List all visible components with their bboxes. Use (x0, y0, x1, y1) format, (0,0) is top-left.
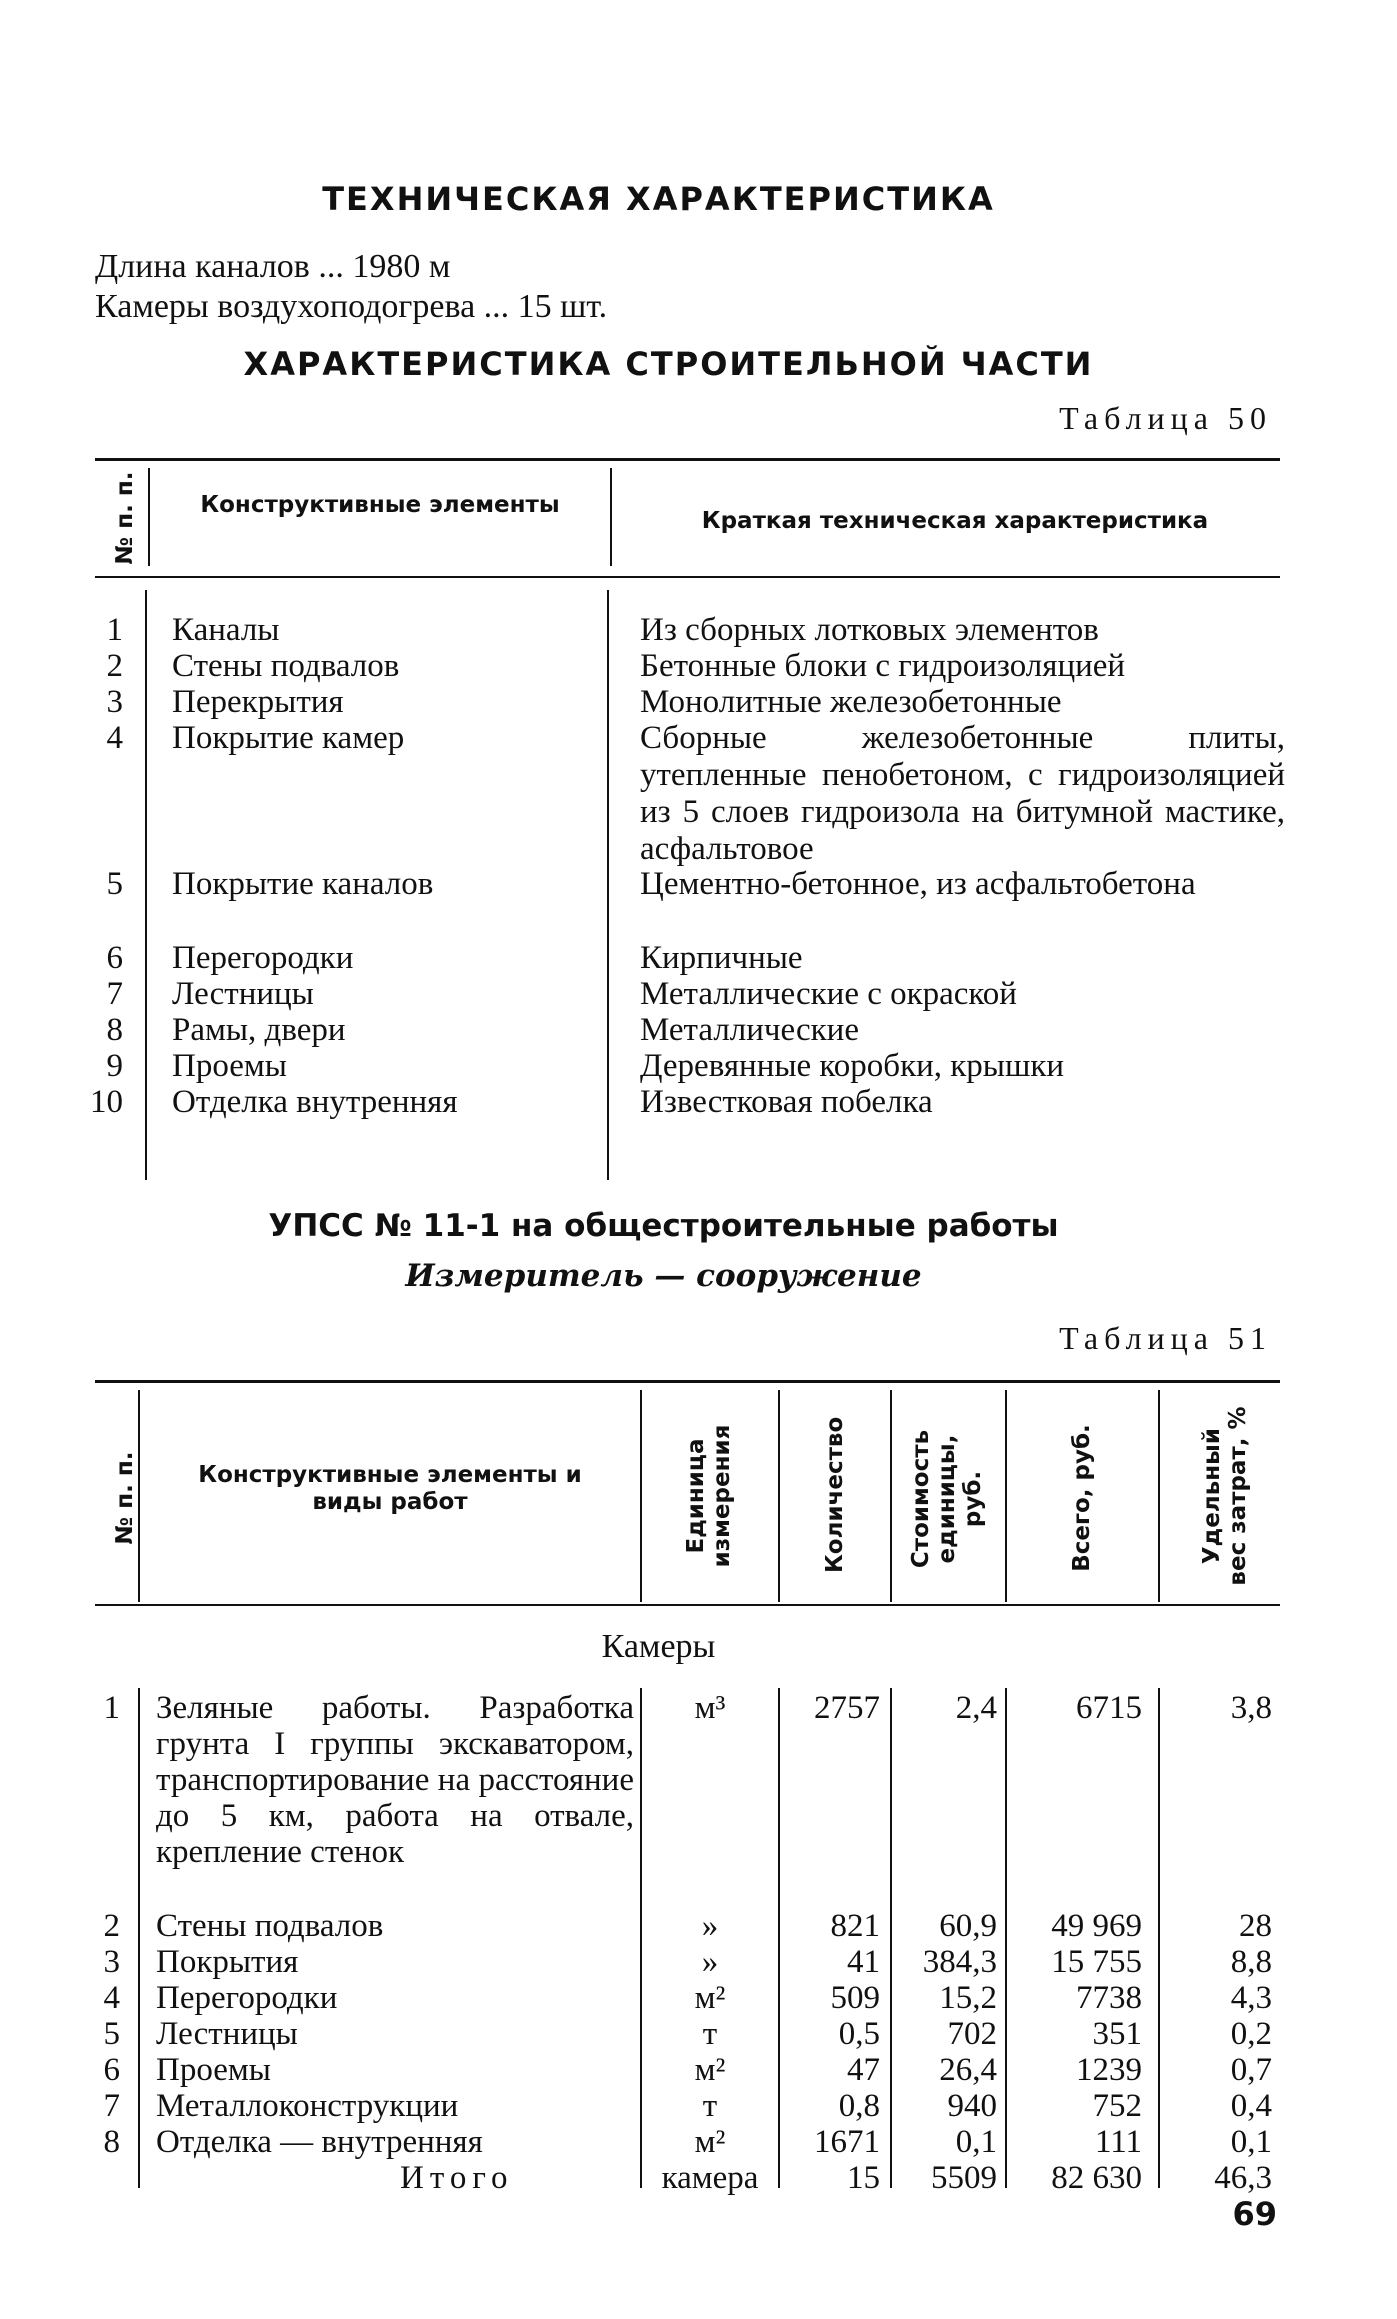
page-number: 69 (1232, 2195, 1277, 2233)
table51-total-unit: камера (661, 2160, 759, 2196)
table51-vline-share (1158, 1390, 1160, 1602)
table51-total-share: 46,3 (1214, 2160, 1272, 2196)
table51-row-qty: 2757 (814, 1690, 880, 1726)
table51-row-cost: 702 (947, 2016, 997, 2052)
table51-row-qty: 1671 (814, 2124, 880, 2160)
table51-row-total: 351 (1092, 2016, 1142, 2052)
table51-row-qty: 509 (830, 1980, 880, 2016)
table51-vline-unit (640, 1390, 642, 1602)
table51-row-qty: 0,5 (838, 2016, 880, 2052)
row-description: Деревянные коробки, крышки (640, 1048, 1065, 1084)
table51-row-element: Зеляные работы. Разработка грунта I группы экскаватором, транспортирование на расстояние до 5 км, работа на отвале, крепление стенок (156, 1690, 634, 1870)
table51-row-total: 15 755 (1051, 1944, 1142, 1980)
table51-row-unit: т (702, 2016, 718, 2052)
table51-row-cost: 26,4 (939, 2052, 997, 2088)
row-description: Кирпичные (640, 940, 803, 976)
table50-title: ХАРАКТЕРИСТИКА СТРОИТЕЛЬНОЙ ЧАСТИ (243, 345, 1094, 383)
table51-row-element: Проемы (156, 2052, 271, 2088)
table51-row-cost: 0,1 (955, 2124, 997, 2160)
table51-row-share: 28 (1239, 1908, 1272, 1944)
table51-total-cost: 5509 (931, 2160, 997, 2196)
table51-col-cost: Стоимость единицы, руб. (908, 1429, 986, 1569)
row-element: Покрытие камер (172, 720, 405, 756)
table51-row-cost: 60,9 (939, 1908, 997, 1944)
row-description: Сборные железобетонные плиты, утепленные пенобетоном, с гидроизоляцией из 5 слоев гидроизола на битумной мастике, асфальтовое (640, 720, 1285, 867)
table51-row-unit: » (701, 1944, 719, 1980)
row-element: Перегородки (172, 940, 354, 976)
table51-row-unit: » (701, 1908, 719, 1944)
table51-col-qty: Количество (822, 1416, 848, 1573)
row-number: 3 (106, 684, 123, 720)
table51-row-number: 5 (103, 2016, 120, 2052)
table51-vline-num (138, 1390, 140, 1602)
table51-col-total: Всего, руб. (1069, 1424, 1095, 1572)
row-number: 9 (106, 1048, 123, 1084)
row-number: 4 (106, 720, 123, 756)
table51-body-vline-num (138, 1688, 140, 2188)
table51-row-cost: 2,4 (955, 1690, 997, 1726)
table51-row-total: 49 969 (1051, 1908, 1142, 1944)
table50-col-num: № п. п. (112, 471, 138, 565)
row-element: Покрытие каналов (172, 866, 434, 902)
table51-row-share: 0,7 (1230, 2052, 1272, 2088)
table51-subtitle: Измеритель — сооружение (405, 1258, 922, 1294)
row-number: 10 (90, 1084, 123, 1120)
table51-header-rule (95, 1604, 1280, 1606)
table51-vline-total (1005, 1390, 1007, 1602)
table50-header-vline-2 (610, 468, 612, 566)
table51-col-num: № п. п. (112, 1451, 138, 1545)
table51-row-qty: 47 (847, 2052, 880, 2088)
table51-row-share: 4,3 (1230, 1980, 1272, 2016)
table50-body-vline-2 (607, 590, 609, 1180)
row-description: Из сборных лотковых элементов (640, 612, 1099, 648)
table51-row-element: Стены подвалов (156, 1908, 384, 1944)
tech-title: ТЕХНИЧЕСКАЯ ХАРАКТЕРИСТИКА (322, 180, 995, 218)
table51-col-elements: Конструктивные элементы и виды работ (198, 1462, 582, 1515)
table51-section-chambers: Камеры (601, 1628, 716, 1665)
table51-row-cost: 940 (947, 2088, 997, 2124)
table51-row-number: 8 (103, 2124, 120, 2160)
table51-row-share: 8,8 (1230, 1944, 1272, 1980)
table51-row-share: 3,8 (1230, 1690, 1272, 1726)
table51-row-number: 3 (103, 1944, 120, 1980)
table50-body-vline-1 (145, 590, 147, 1180)
table51-row-number: 7 (103, 2088, 120, 2124)
table51-label: Таблица 51 (1059, 1320, 1272, 1356)
table51-row-element: Перегородки (156, 1980, 338, 2016)
table51-row-unit: т (702, 2088, 718, 2124)
table51-total-total: 82 630 (1051, 2160, 1142, 2196)
table50-header-vline-1 (148, 468, 150, 566)
table51-row-element: Отделка — внутренняя (156, 2124, 483, 2160)
row-element: Стены подвалов (172, 648, 400, 684)
table51-row-total: 111 (1094, 2124, 1142, 2160)
table51-title: УПСС № 11-1 на общестроительные работы (268, 1208, 1059, 1244)
table50-header-rule (95, 576, 1280, 578)
table51-row-share: 0,1 (1230, 2124, 1272, 2160)
row-description: Цементно-бетонное, из асфальтобетона (640, 866, 1196, 902)
table51-vline-cost (890, 1390, 892, 1602)
table51-col-unit: Единица измерения (683, 1424, 735, 1568)
table51-row-qty: 821 (830, 1908, 880, 1944)
table51-row-unit: м² (694, 2124, 726, 2160)
row-number: 6 (106, 940, 123, 976)
table51-row-element: Лестницы (156, 2016, 298, 2052)
row-element: Лестницы (172, 976, 314, 1012)
table51-row-element: Покрытия (156, 1944, 299, 1980)
table51-row-share: 0,4 (1230, 2088, 1272, 2124)
row-element: Отделка внутренняя (172, 1084, 458, 1120)
row-description: Монолитные железобетонные (640, 684, 1062, 720)
table51-row-total: 752 (1092, 2088, 1142, 2124)
table51-row-unit: м² (694, 1980, 726, 2016)
tech-line-chambers: Камеры воздухоподогрева ... 15 шт. (95, 288, 608, 325)
row-number: 2 (106, 648, 123, 684)
row-element: Каналы (172, 612, 280, 648)
table51-row-unit: м² (694, 2052, 726, 2088)
table51-row-number: 6 (103, 2052, 120, 2088)
row-number: 7 (106, 976, 123, 1012)
table51-col-share: Удельный вес затрат, % (1199, 1406, 1251, 1586)
table51-row-qty: 0,8 (838, 2088, 880, 2124)
table51-row-cost: 384,3 (922, 1944, 997, 1980)
row-description: Бетонные блоки с гидроизоляцией (640, 648, 1126, 684)
row-element: Рамы, двери (172, 1012, 346, 1048)
table51-top-rule (95, 1380, 1280, 1383)
table51-row-share: 0,2 (1230, 2016, 1272, 2052)
row-number: 8 (106, 1012, 123, 1048)
row-number: 1 (106, 612, 123, 648)
row-description: Известковая побелка (640, 1084, 933, 1120)
table51-row-number: 2 (103, 1908, 120, 1944)
row-element: Перекрытия (172, 684, 344, 720)
table50-label: Таблица 50 (1059, 400, 1272, 436)
table51-row-qty: 41 (847, 1944, 880, 1980)
table51-row-total: 7738 (1076, 1980, 1142, 2016)
table51-row-total: 6715 (1076, 1690, 1142, 1726)
row-number: 5 (106, 866, 123, 902)
table51-row-number: 1 (103, 1690, 120, 1726)
table51-row-total: 1239 (1076, 2052, 1142, 2088)
row-description: Металлические (640, 1012, 859, 1048)
table51-total-label: Итого (400, 2160, 514, 2196)
table51-body-vline-unit (640, 1688, 642, 2188)
table51-vline-qty (778, 1390, 780, 1602)
row-description: Металлические с окраской (640, 976, 1017, 1012)
table50-col-elements: Конструктивные элементы (200, 492, 560, 518)
table50-col-description: Краткая техническая характеристика (701, 508, 1209, 534)
table51-row-unit: м³ (694, 1690, 726, 1726)
table51-row-number: 4 (103, 1980, 120, 2016)
table50-top-rule (95, 458, 1280, 461)
table51-total-qty: 15 (847, 2160, 880, 2196)
row-element: Проемы (172, 1048, 287, 1084)
table51-row-element: Металлоконструкции (156, 2088, 459, 2124)
tech-line-channels: Длина каналов ... 1980 м (95, 248, 451, 285)
table51-row-cost: 15,2 (939, 1980, 997, 2016)
